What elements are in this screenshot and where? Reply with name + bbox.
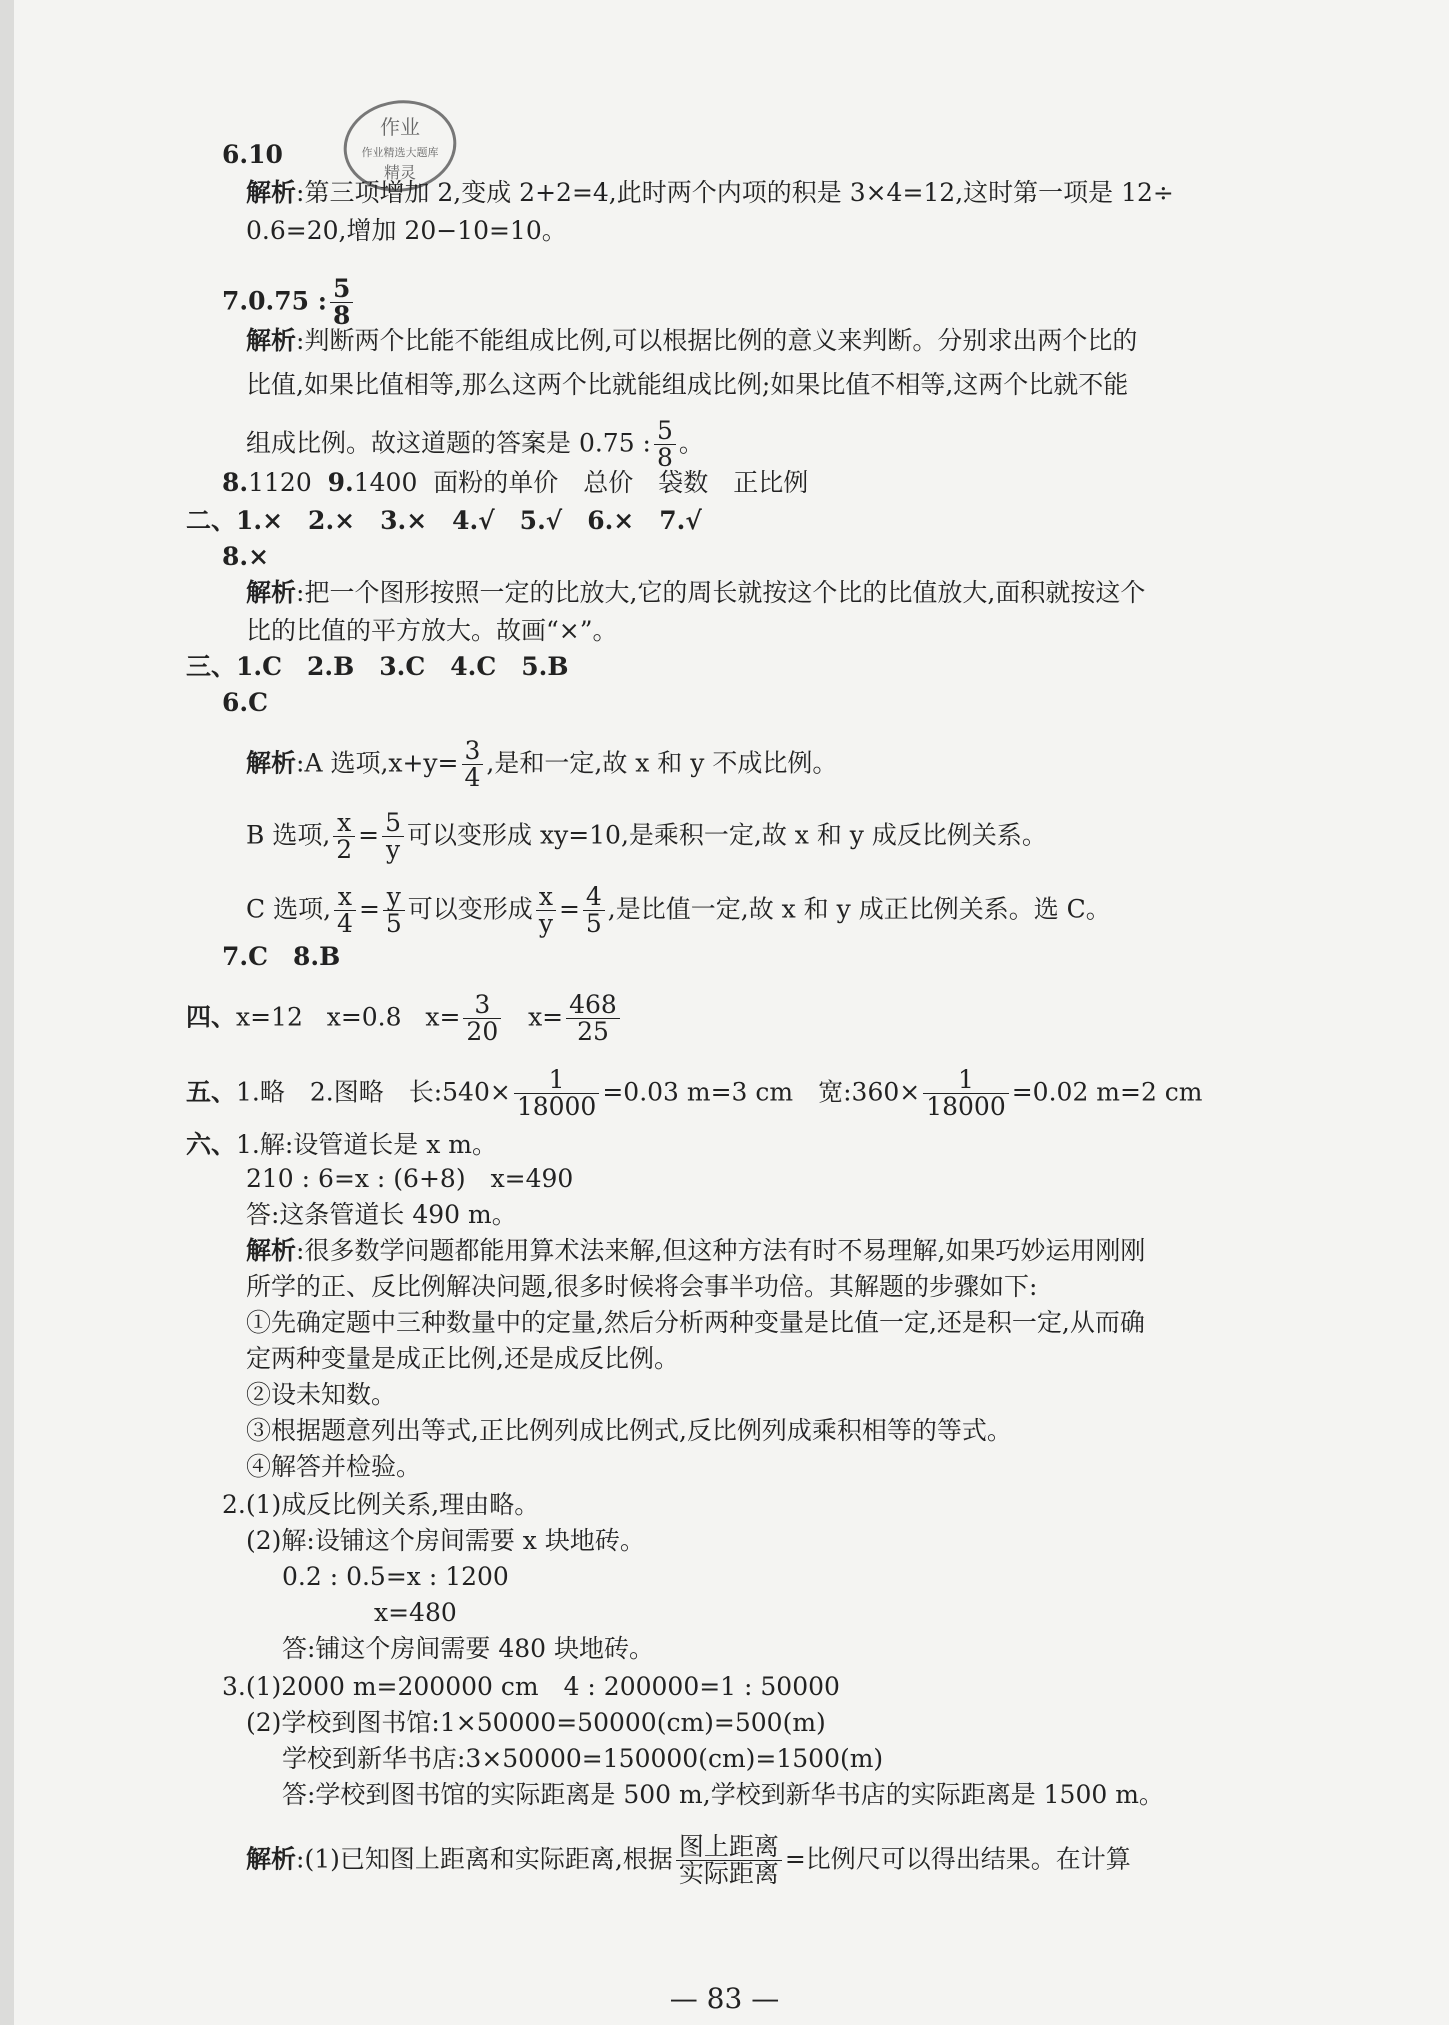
section6-q2-line3: 0.2 : 0.5=x : 1200 <box>282 1562 509 1591</box>
section5-answers: 五、1.略 2.图略 长:540× $\frac{1}{18000}$ =0.03 m=3 cm 宽:360× $\frac{1}{18000}$ =0.02 m=2 cm <box>186 1065 1203 1122</box>
q7-analysis-line1: 解析:判断两个比能不能组成比例,可以根据比例的意义来判断。分别求出两个比的 <box>246 326 1138 355</box>
section6-analysis-line1: 解析:很多数学问题都能用算术法来解,但这种方法有时不易理解,如果巧妙运用刚刚 <box>246 1236 1146 1265</box>
section6-analysis-line4: 定两种变量是成正比例,还是成反比例。 <box>246 1344 679 1373</box>
section6-q2-line5: 答:铺这个房间需要 480 块地砖。 <box>282 1634 655 1663</box>
section6-q3-analysis: 解析:(1)已知图上距离和实际距离,根据 $\frac{\text{图上距离}}{\text{实际距离}}$ =比例尺可以得出结果。在计算 <box>246 1832 1131 1889</box>
section3-analysis-a: 解析:A 选项,x+y= $\frac{3}{4}$ ,是和一定,故 x 和 y 不成比例。 <box>246 736 838 793</box>
q7-analysis-line3: 组成比例。故这道题的答案是 0.75 : $\frac{5}{8}$ 。 <box>246 416 704 473</box>
section3-q7-q8: 7.C 8.B <box>222 942 341 971</box>
section6-analysis-line2: 所学的正、反比例解决问题,很多时候将会事半功倍。其解题的步骤如下: <box>246 1272 1038 1301</box>
section2-q8: 8.× <box>222 542 270 571</box>
section3-q6: 6.C <box>222 688 268 717</box>
section6-analysis-line6: ③根据题意列出等式,正比例列成比例式,反比例列成乘积相等的等式。 <box>246 1416 1012 1445</box>
section3-analysis-b: B 选项, $\frac{x}{2}$ = $\frac{5}{y}$ 可以变形成 xy=10,是乘积一定,故 x 和 y 成反比例关系。 <box>246 808 1047 865</box>
section6-q2-line2: (2)解:设铺这个房间需要 x 块地砖。 <box>246 1526 645 1555</box>
stamp-text-2: 作业精选大题库 <box>361 146 439 159</box>
stamp-text-3: 精灵 <box>383 163 417 182</box>
q7-analysis-line2: 比值,如果比值相等,那么这两个比就能组成比例;如果比值不相等,这两个比就不能 <box>246 370 1129 399</box>
page-number: — 83 — <box>669 1982 780 2015</box>
q7-answer: 7.0.75 : $\frac{5}{8}$ <box>222 276 356 330</box>
q8-q9-answers: 8.1120 9.1400 面粉的单价 总价 袋数 正比例 <box>222 468 809 497</box>
section2-answers: 二、1.× 2.× 3.× 4.√ 5.√ 6.× 7.√ <box>186 506 702 535</box>
section6-q3-line2: (2)学校到图书馆:1×50000=50000(cm)=500(m) <box>246 1708 826 1737</box>
stamp-text-1: 作业 <box>380 115 420 139</box>
section6-analysis-line5: ②设未知数。 <box>246 1380 397 1409</box>
section6-q2-line1: 2.(1)成反比例关系,理由略。 <box>222 1490 540 1519</box>
section6-q3-line1: 3.(1)2000 m=200000 cm 4 : 200000=1 : 50000 <box>222 1672 840 1701</box>
section6-q1-line2: 210 : 6=x : (6+8) x=490 <box>246 1164 574 1193</box>
section6-analysis-line3: ①先确定题中三种数量中的定量,然后分析两种变量是比值一定,还是积一定,从而确 <box>246 1308 1145 1337</box>
section2-analysis-line2: 比的比值的平方放大。故画“×”。 <box>246 616 618 645</box>
q6-analysis-line2: 0.6=20,增加 20−10=10。 <box>246 216 567 245</box>
section6-q2-line4: x=480 <box>374 1598 457 1627</box>
section6-q3-line3: 学校到新华书店:3×50000=150000(cm)=1500(m) <box>282 1744 884 1773</box>
section6-analysis-line7: ④解答并检验。 <box>246 1452 422 1481</box>
section6-q1-line1: 六、1.解:设管道长是 x m。 <box>186 1130 497 1159</box>
section3-answers: 三、1.C 2.B 3.C 4.C 5.B <box>186 652 569 681</box>
q6-answer: 6.10 <box>222 140 283 169</box>
section2-analysis-line1: 解析:把一个图形按照一定的比放大,它的周长就按这个比的比值放大,面积就按这个 <box>246 578 1146 607</box>
section4-answers: 四、x=12 x=0.8 x= $\frac{3}{20}$ x= $\frac{468}{25}$ <box>186 992 623 1046</box>
section6-q3-line4: 答:学校到图书馆的实际距离是 500 m,学校到新华书店的实际距离是 1500 m。 <box>282 1780 1164 1809</box>
section6-q1-line3: 答:这条管道长 490 m。 <box>246 1200 517 1229</box>
q6-analysis-line1: 解析:第三项增加 2,变成 2+2=4,此时两个内项的积是 3×4=12,这时第一项是 12÷ <box>246 178 1174 207</box>
section3-analysis-c: C 选项, $\frac{x}{4}$ = $\frac{y}{5}$ 可以变形成 $\frac{x}{y}$ = $\frac{4}{5}$ ,是比值一定,故 x 和 y 成正比例关系。选 C。 <box>246 882 1111 939</box>
